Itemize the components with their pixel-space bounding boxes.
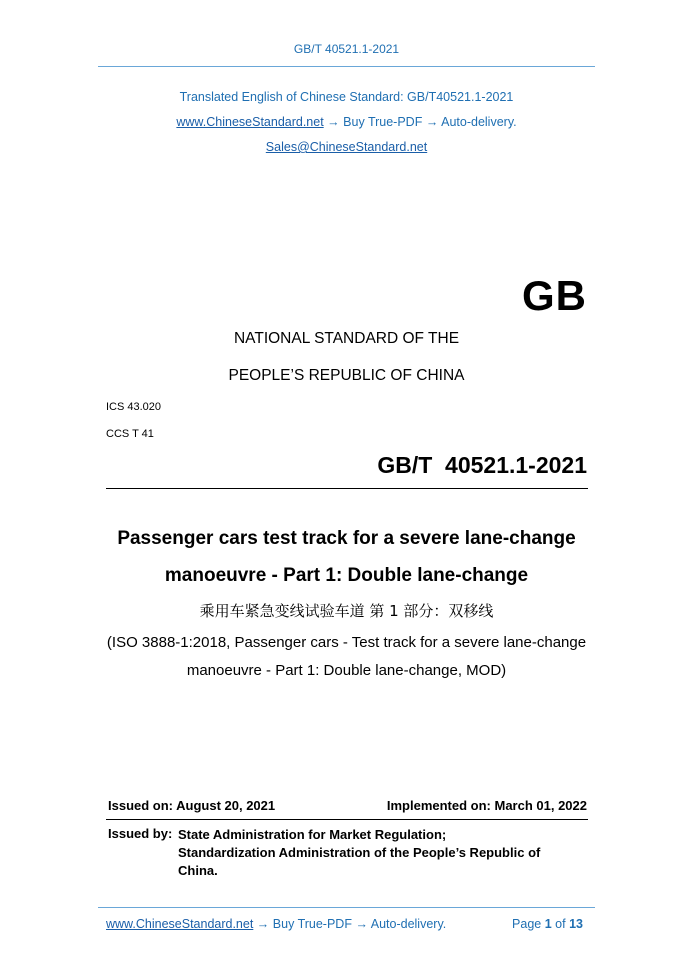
delivery-text: Auto-delivery.: [441, 115, 517, 129]
ccs-code: CCS T 41: [106, 428, 154, 440]
document-title-line1: Passenger cars test track for a severe lane-change: [117, 528, 576, 549]
dates-divider: [106, 819, 588, 820]
purchase-line: [0, 115, 693, 129]
issued-by-authorities: [178, 826, 578, 880]
document-title-line2: manoeuvre - Part 1: Double lane-change: [164, 565, 529, 586]
footer-delivery-text: Auto-delivery.: [370, 917, 447, 931]
footer-purchase-line: [106, 917, 446, 931]
ics-code: ICS 43.020: [106, 401, 162, 413]
translation-notice: Translated English of Chinese Standard: GB/T40521.1-2021: [179, 90, 514, 104]
iso-reference-line2: manoeuvre - Part 1: Double lane-change, MOD): [186, 662, 507, 679]
arrow-right-icon: →: [256, 917, 270, 931]
buy-text: Buy True-PDF: [343, 115, 423, 129]
arrow-right-icon: →: [425, 115, 439, 129]
footer-divider: [98, 907, 595, 908]
iso-reference-line1: (ISO 3888-1:2018, Passenger cars - Test track for a severe lane-change: [106, 634, 587, 651]
page-indicator: [512, 917, 583, 931]
page-of: of: [555, 917, 566, 931]
header-divider: [98, 66, 595, 67]
standard-number: GB/T 40521.1-2021: [377, 452, 587, 478]
national-standard-line: NATIONAL STANDARD OF THE: [233, 330, 460, 347]
page-current: 1: [544, 917, 552, 931]
issuer-line: China.: [178, 863, 218, 878]
sales-line: [0, 140, 693, 154]
issuer-line: Standardization Administration of the People’s Republic of: [178, 845, 541, 860]
issued-on-date: Issued on: August 20, 2021: [108, 798, 276, 813]
implemented-on-date: Implemented on: March 01, 2022: [386, 798, 587, 813]
page-total: 13: [569, 917, 583, 931]
sales-email-link[interactable]: Sales@ChineseStandard.net: [265, 140, 428, 154]
running-header: GB/T 40521.1-2021: [293, 42, 400, 56]
page-word: Page: [512, 917, 542, 931]
footer-buy-text: Buy True-PDF: [272, 917, 352, 931]
chinese-title: 乘用车紧急变线试验车道 第 1 部分：双移线: [199, 602, 494, 620]
site-link[interactable]: www.ChineseStandard.net: [176, 115, 324, 129]
issuer-line: State Administration for Market Regulation;: [178, 827, 447, 842]
issued-by-label: Issued by:: [108, 826, 173, 841]
standard-number-divider: [106, 488, 588, 489]
prc-line: PEOPLE’S REPUBLIC OF CHINA: [228, 367, 465, 384]
footer-site-link[interactable]: www.ChineseStandard.net: [106, 917, 254, 931]
arrow-right-icon: →: [327, 115, 340, 129]
arrow-right-icon: →: [355, 917, 368, 931]
gb-logo: GB: [522, 272, 587, 319]
